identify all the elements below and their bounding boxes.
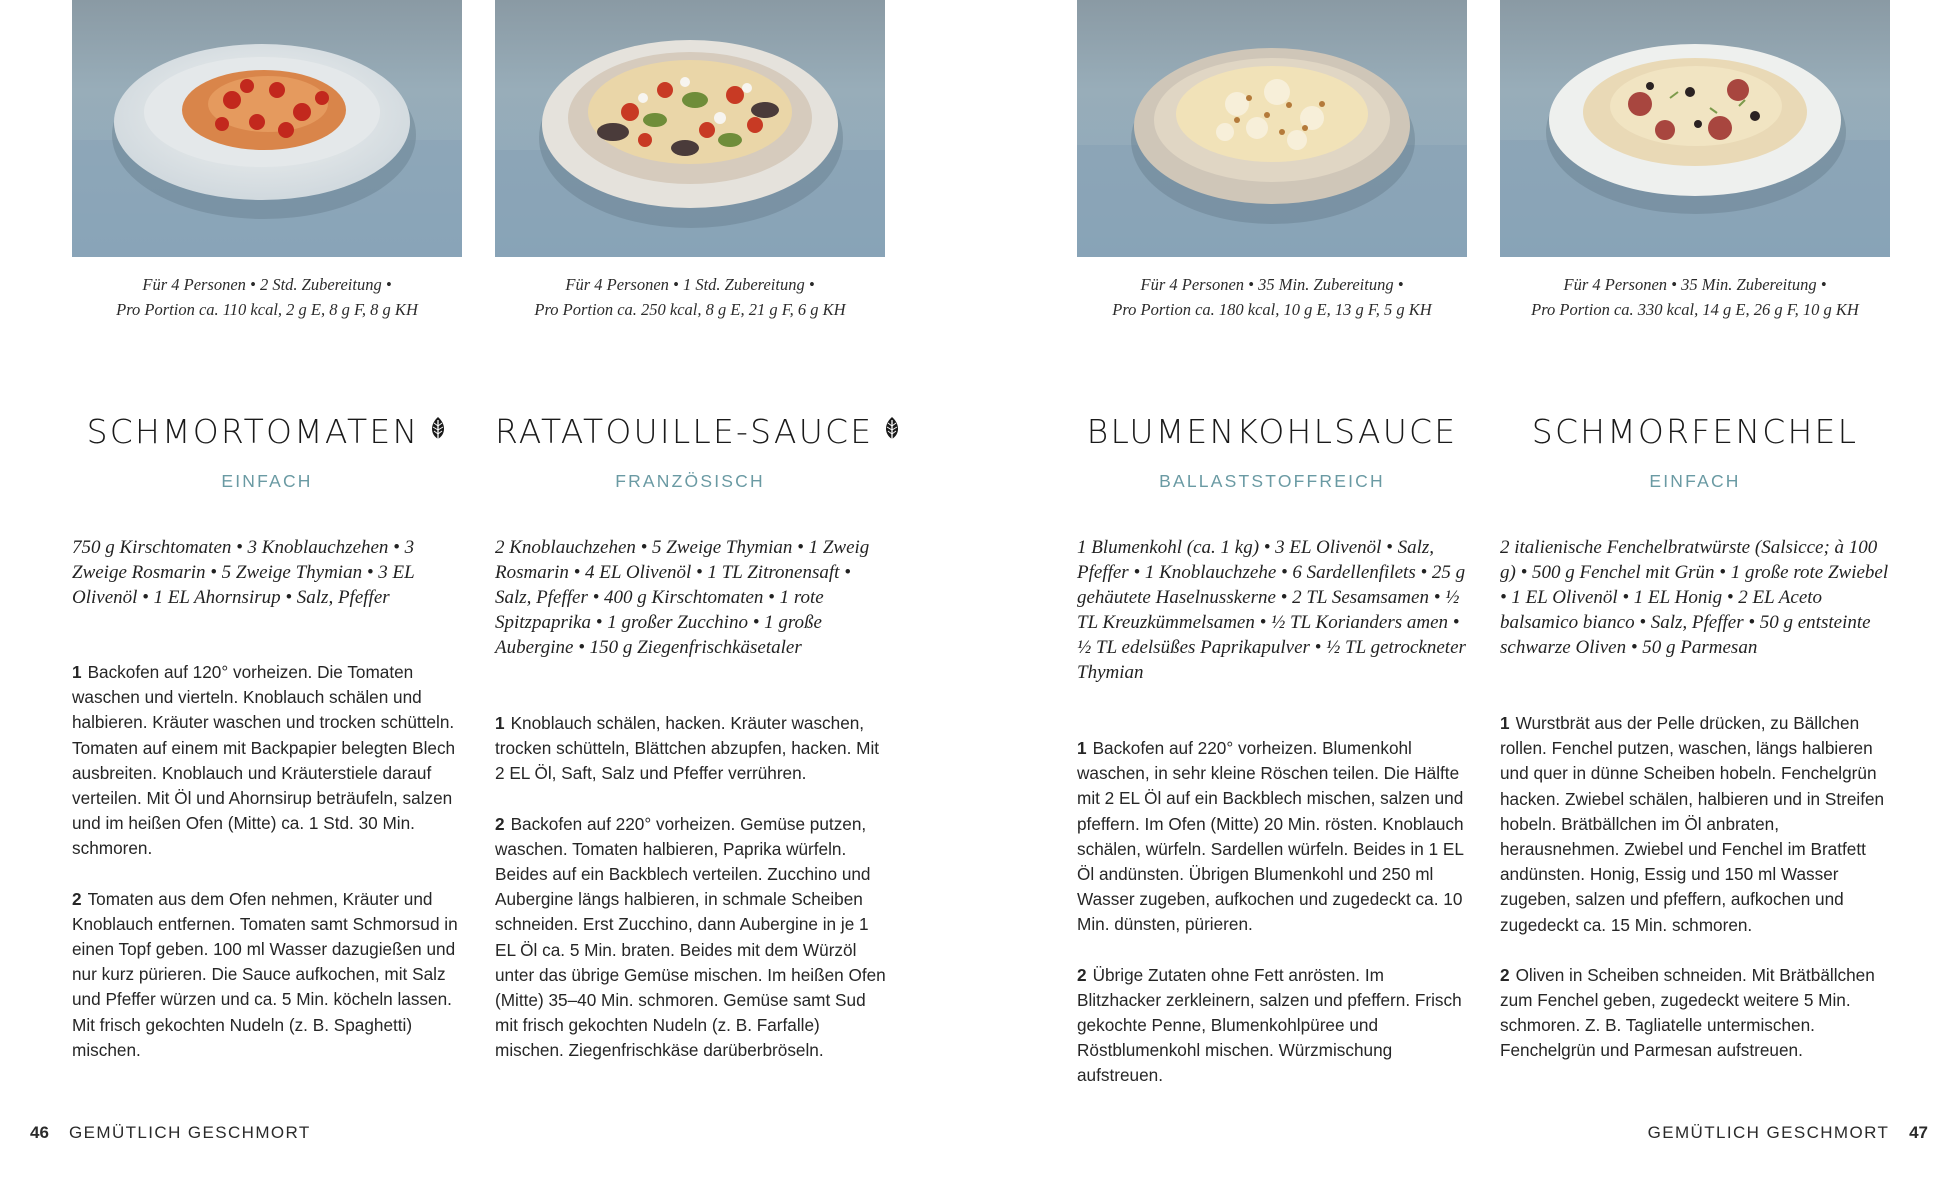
step-text: Wurstbrät aus der Pelle drücken, zu Bällchen rollen. Fenchel putzen, waschen, längs halbieren und quer in dünne Scheiben hobeln. Fenchelgrün hacken. Zwiebel schälen, halbieren und in Streifen hobeln. Brätbällchen im Öl anbraten, herausnehmen. Zwiebel und Fenchel im Bratfett andünsten. Honig, Essig und 150 ml Wasser zugeben, salzen und pfeffern, aufkochen und zugedeckt ca. 15 Min. schmoren. <box>1500 713 1885 935</box>
step-number: 2 <box>72 888 82 909</box>
meta-nutrition: Pro Portion ca. 250 kcal, 8 g E, 21 g F, 6 g KH <box>534 300 846 319</box>
meta-nutrition: Pro Portion ca. 330 kcal, 14 g E, 26 g F, 10 g KH <box>1531 300 1859 319</box>
recipe-meta <box>495 272 885 322</box>
recipe-meta <box>1500 272 1890 322</box>
farfalle-ratatouille-photo <box>495 0 885 257</box>
recipe-steps <box>1077 736 1469 1114</box>
recipe-title <box>1500 408 1890 456</box>
leaf-icon <box>429 407 447 455</box>
step-number: 1 <box>1500 713 1510 733</box>
step <box>1077 736 1469 938</box>
meta-servings-time: Für 4 Personen • 1 Std. Zubereitung • <box>565 275 815 294</box>
recipe-meta <box>72 272 462 322</box>
ingredient-list: 750 g Kirschtomaten • 3 Knoblauchzehen • 3 Zweige Rosmarin • 5 Zweige Thymian • 3 EL Olivenöl • 1 EL Ahornsirup • Salz, Pfeffer <box>72 537 415 608</box>
tagliatelle-fennel-photo <box>1500 0 1890 257</box>
step-number: 2 <box>1077 964 1087 985</box>
meta-nutrition: Pro Portion ca. 180 kcal, 10 g E, 13 g F, 5 g KH <box>1112 300 1432 319</box>
recipe-title <box>72 408 462 456</box>
step <box>1077 963 1469 1089</box>
ingredient-list: 2 Knoblauchzehen • 5 Zweige Thymian • 1 Zweig Rosmarin • 4 EL Olivenöl • 1 TL Zitronensaft • Salz, Pfeffer • 400 g Kirschtomaten • 1 rote Spitzpaprika • 1 großer Zucchino • 1 große Aubergine • 150 g Ziegenfrischkäsetaler <box>495 537 870 658</box>
section-title-left: GEMÜTLICH GESCHMORT <box>69 1123 311 1142</box>
pasta-cauliflower-photo <box>1077 0 1467 257</box>
step-text: Backofen auf 220° vorheizen. Blumenkohl waschen, in sehr kleine Röschen teilen. Die Hälfte mit 2 EL Öl auf ein Backblech mischen, salzen und pfeffern. Im Ofen (Mitte) 20 Min. rösten. Knoblauch schälen, würfeln. Sardellen würfeln. Beides in 1 EL Öl andünsten. Übrigen Blumenkohl und 250 ml Wasser zugeben, aufkochen und zugedeckt ca. 10 Min. dünsten, pürieren. <box>1077 738 1464 935</box>
step-number: 2 <box>1500 964 1510 985</box>
step-text: Tomaten aus dem Ofen nehmen, Kräuter und Knoblauch entfernen. Tomaten samt Schmorsud in einen Topf geben. 100 ml Wasser dazugießen und nur kurz pürieren. Die Sauce aufkochen, mit Salz und Pfeffer würzen und ca. 5 Min. köcheln lassen. Mit frisch gekochten Nudeln (z. B. Spaghetti) mischen. <box>72 888 458 1060</box>
recipe-subtitle: EINFACH <box>221 471 313 491</box>
recipe-steps <box>1500 711 1892 1089</box>
recipe-title-text: RATATOUILLE-SAUCE <box>495 412 874 451</box>
meta-servings-time: Für 4 Personen • 35 Min. Zubereitung • <box>1563 275 1827 294</box>
recipe-title-text: BLUMENKOHLSAUCE <box>1086 412 1458 451</box>
recipe-photo <box>495 0 885 257</box>
step <box>495 711 887 787</box>
step-text: Backofen auf 120° vorheizen. Die Tomaten waschen und vierteln. Knoblauch schälen und halbieren. Kräuter waschen und trocken schütteln. Tomaten auf einem mit Backpapier belegten Blech ausbreiten. Knoblauch und Kräuterstiele darauf verteilen. Mit Öl und Ahornsirup beträufeln, salzen und im heißen Ofen (Mitte) ca. 1 Std. 30 Min. schmoren. <box>72 662 456 859</box>
recipe-subtitle: BALLASTSTOFFREICH <box>1159 471 1385 491</box>
recipe-title-text: SCHMORTOMATEN <box>86 412 420 451</box>
ingredient-list: 2 italienische Fenchelbratwürste (Salsicce; à 100 g) • 500 g Fenchel mit Grün • 1 große rote Zwiebel • 1 EL Olivenöl • 1 EL Honig • 2 EL Aceto balsamico bianco • Salz, Pfeffer • 50 g entsteinte schwarze Oliven • 50 g Parmesan <box>1500 537 1889 658</box>
leaf-icon <box>883 407 901 455</box>
step-text: Knoblauch schälen, hacken. Kräuter waschen, trocken schütteln, Blättchen abzupfen, hacken. Mit 2 EL Öl, Saft, Salz und Pfeffer verrühren. <box>495 713 880 784</box>
step-text: Backofen auf 220° vorheizen. Gemüse putzen, waschen. Tomaten halbieren, Paprika würfeln. Beides auf ein Backblech verteilen. Zucchino und Aubergine längs halbieren, in schmale Scheiben schneiden. Erst Zucchino, dann Aubergine in je 1 EL Öl ca. 5 Min. braten. Beides mit dem Würzöl unter das übrige Gemüse mischen. Im heißen Ofen (Mitte) 35–40 Min. schmoren. Gemüse samt Sud mit frisch gekochten Nudeln (z. B. Farfalle) mischen. Ziegenfrischkäse darüberbröseln. <box>495 813 886 1061</box>
step-number: 1 <box>495 713 505 733</box>
step <box>1500 963 1892 1064</box>
step <box>72 660 464 862</box>
recipe-photo <box>1077 0 1467 257</box>
meta-servings-time: Für 4 Personen • 35 Min. Zubereitung • <box>1140 275 1404 294</box>
recipe-steps <box>495 711 887 1089</box>
recipe-photo <box>1500 0 1890 257</box>
step <box>1500 711 1892 938</box>
spaghetti-tomato-photo <box>72 0 462 257</box>
recipe-subtitle: FRANZÖSISCH <box>615 471 765 491</box>
step-number: 2 <box>495 813 505 834</box>
recipe-title <box>495 408 885 456</box>
footer-left <box>30 1121 311 1145</box>
page-number-left: 46 <box>30 1123 49 1142</box>
footer-right <box>1648 1121 1928 1145</box>
step <box>72 887 464 1063</box>
step-number: 1 <box>72 662 82 682</box>
step <box>495 812 887 1064</box>
meta-servings-time: Für 4 Personen • 2 Std. Zubereitung • <box>142 275 392 294</box>
recipe-title-text: SCHMORFENCHEL <box>1531 412 1859 451</box>
recipe-steps <box>72 660 464 1088</box>
step-number: 1 <box>1077 738 1087 758</box>
step-text: Oliven in Scheiben schneiden. Mit Brätbällchen zum Fenchel geben, zugedeckt weitere 5 Min. schmoren. Z. B. Tagliatelle untermischen. Fenchelgrün und Parmesan aufstreuen. <box>1500 964 1875 1061</box>
page-number-right: 47 <box>1909 1123 1928 1142</box>
ingredient-list: 1 Blumenkohl (ca. 1 kg) • 3 EL Olivenöl • Salz, Pfeffer • 1 Knoblauchzehe • 6 Sardellenfilets • 25 g gehäutete Haselnusskerne • 2 TL Sesamsamen • ½ TL Kreuzkümmelsamen • ½ TL Korianders amen • ½ TL edelsüßes Paprikapulver • ½ TL getrockneter Thymian <box>1077 537 1466 683</box>
step-text: Übrige Zutaten ohne Fett anrösten. Im Blitzhacker zerkleinern, salzen und pfeffern. Frisch gekochte Penne, Blumenkohlpüree und Röstblumenkohl mischen. Würzmischung aufstreuen. <box>1077 964 1462 1086</box>
meta-nutrition: Pro Portion ca. 110 kcal, 2 g E, 8 g F, 8 g KH <box>116 300 418 319</box>
recipe-photo <box>72 0 462 257</box>
recipe-meta <box>1077 272 1467 322</box>
recipe-subtitle: EINFACH <box>1649 471 1741 491</box>
section-title-right: GEMÜTLICH GESCHMORT <box>1647 1123 1889 1142</box>
recipe-title <box>1077 408 1467 456</box>
